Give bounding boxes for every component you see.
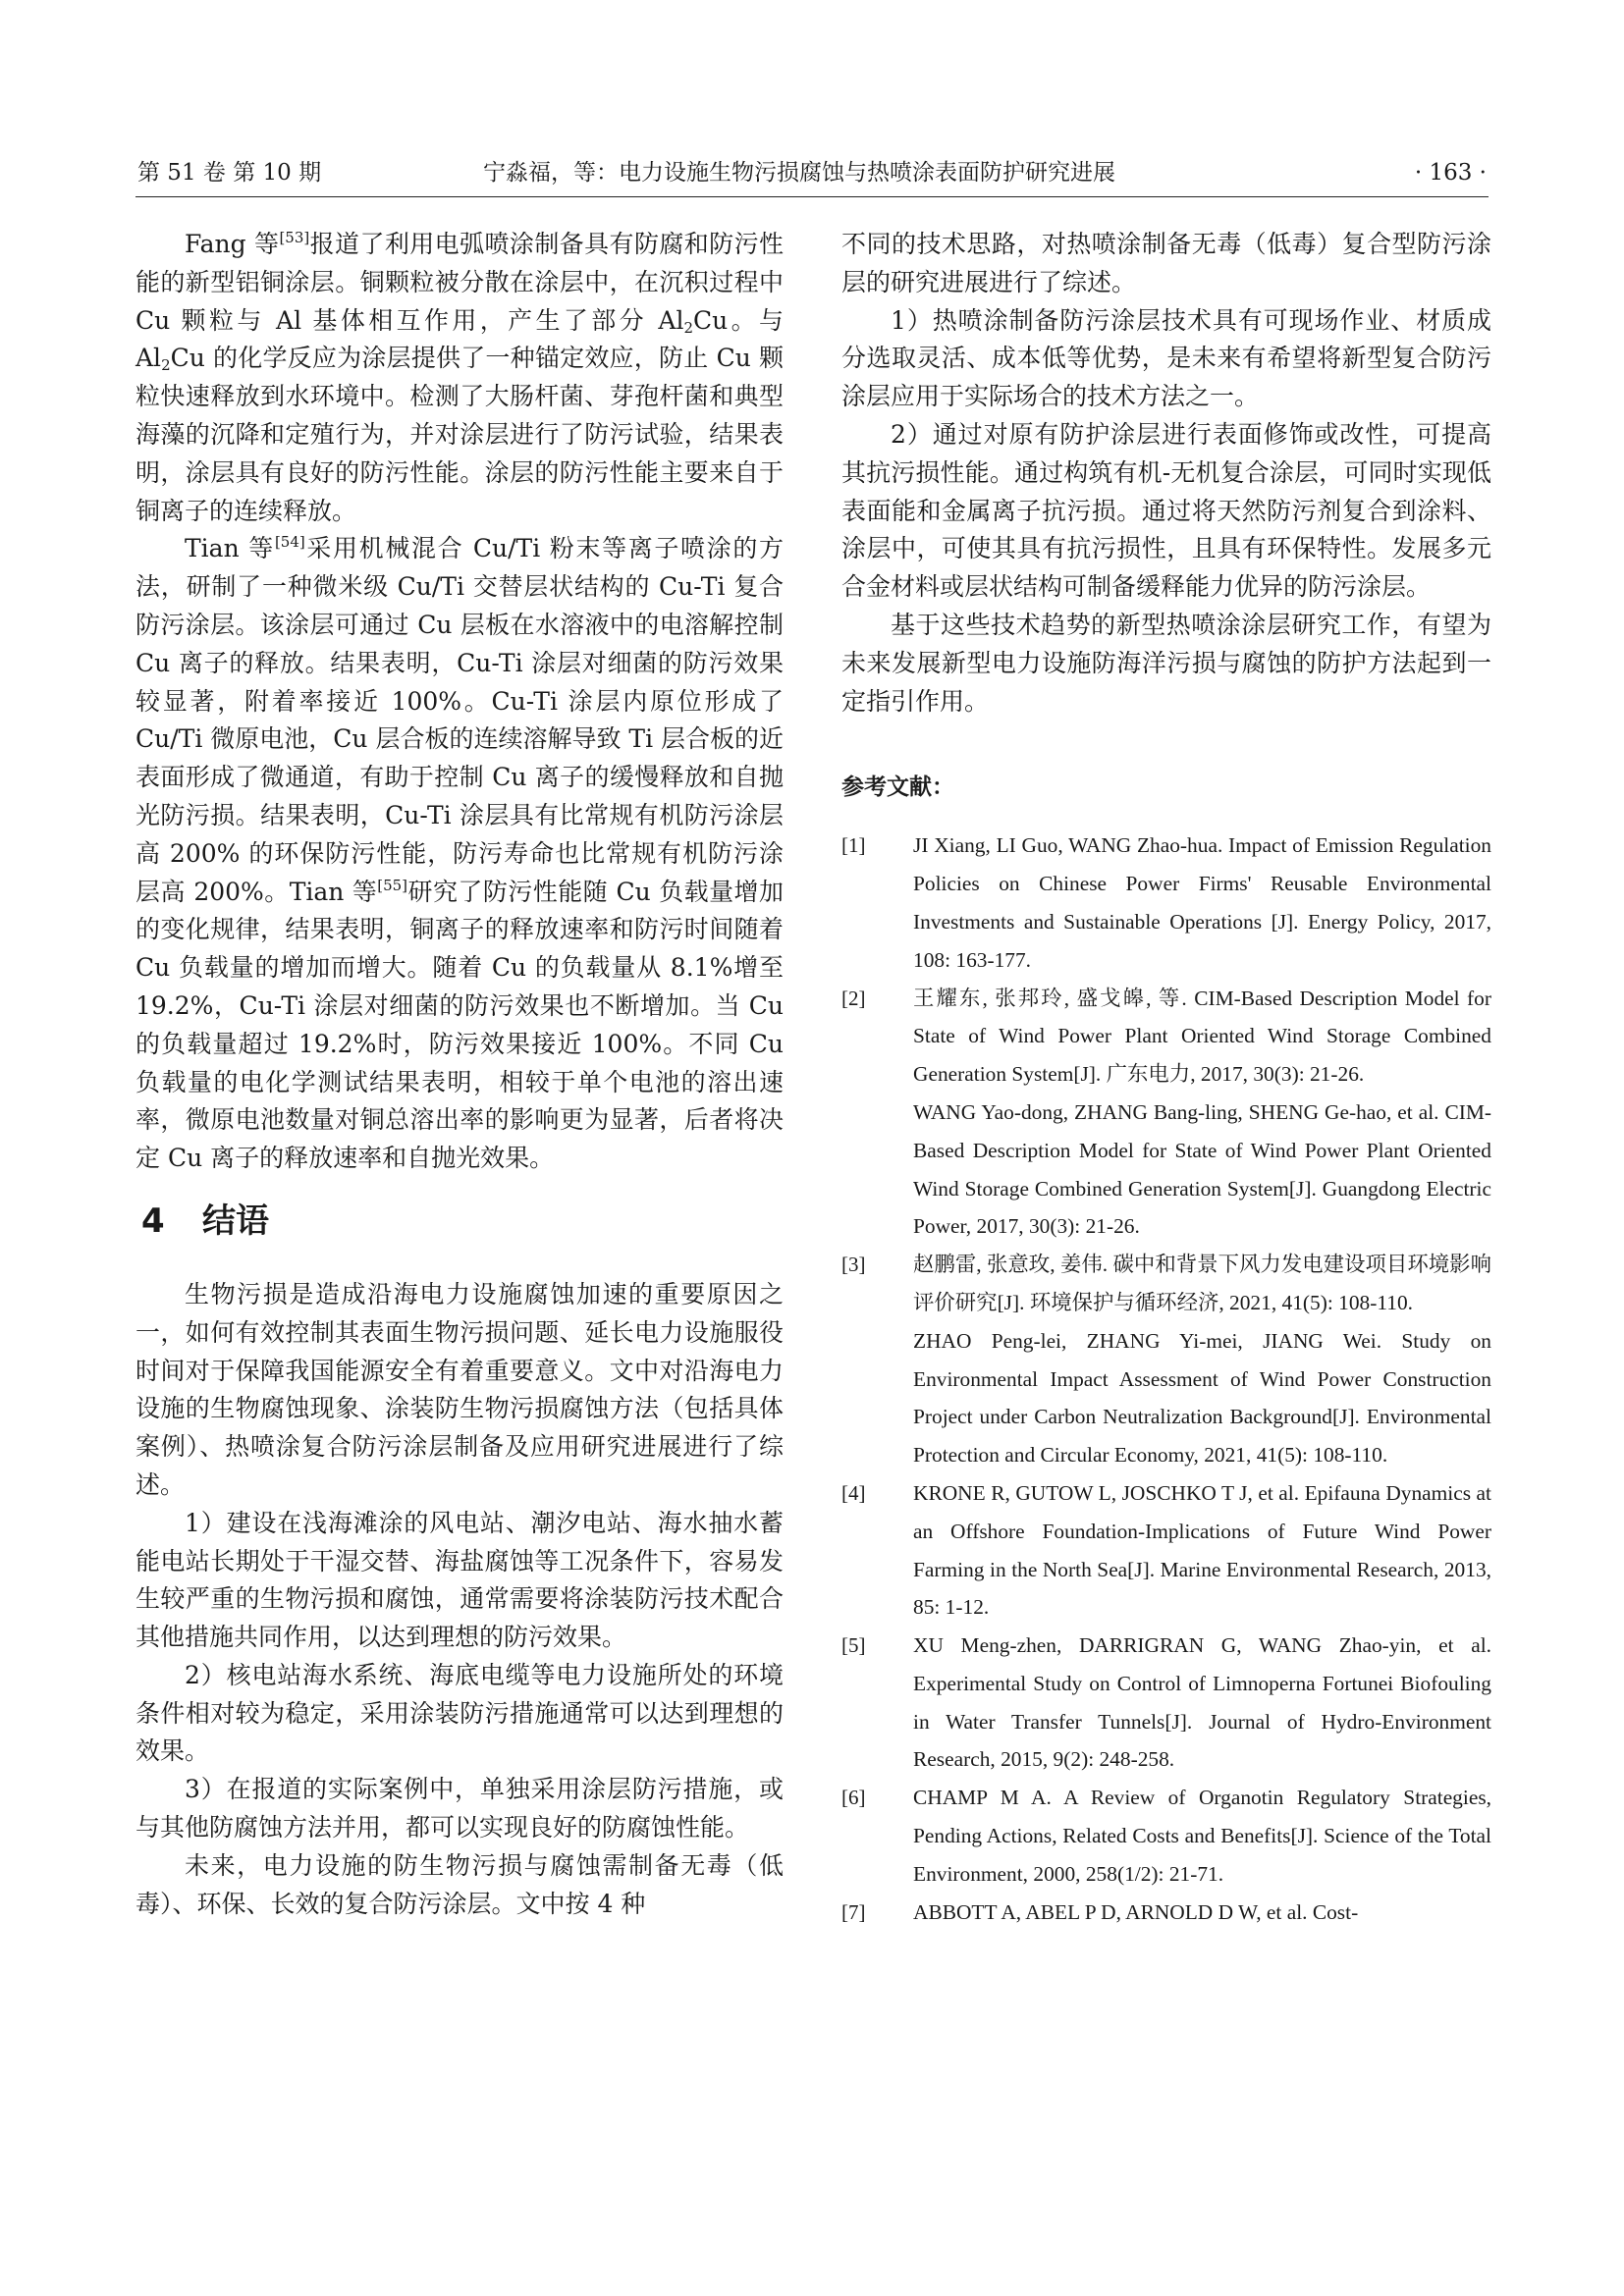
reference-number: [7] — [841, 1899, 866, 1924]
reference-translation: WANG Yao-dong, ZHANG Bang-ling, SHENG Ge-hao, et al. CIM-Based Description Model for State of Wind Power Plant Oriented Wind Storage Combined Generation System[J]. Guangdong Electric Power, 2017, 30(3): 21-26. — [913, 1099, 1491, 1239]
reference-item — [841, 1474, 1491, 1627]
citation-54[interactable]: [54] — [274, 533, 305, 552]
reference-item — [841, 980, 1491, 1247]
conclusion-paragraph-1: 生物污损是造成沿海电力设施腐蚀加速的重要原因之一，如何有效控制其表面生物污损问题、延长电力设施服役时间对于保障我国能源安全有着重要意义。文中对沿海电力设施的生物腐蚀现象、涂装防生物污损腐蚀方法（包括具体案例）、热喷涂复合防污涂层制备及应用研究进展进行了综述。 — [135, 1279, 784, 1499]
subscript: 2 — [683, 318, 693, 337]
references-heading: 参考文献： — [841, 774, 954, 801]
conclusion-item-2: 2）核电站海水系统、海底电缆等电力设施所处的环境条件相对较为稳定，采用涂装防污措施通常可以达到理想的效果。 — [135, 1660, 784, 1766]
text-run: 研究了防污性能随 Cu 负载量增加的变化规律，结果表明，铜离子的释放速率和防污时间随着 Cu 负载量的增加而增大。随着 Cu 的负载量从 8.1%增至 19.2%，Cu-Ti 涂层对细菌的防污效果也不断增加。当 Cu 的负载量超过 19.2%时，防污效果接近 100%。不同 Cu 负载量的电化学测试结果表明，相较于单个电池的溶出速率，微原电池数量对铜总溶出率的影响更为显著，后者将决定 Cu 离子的释放速率和自抛光效果。 — [135, 877, 784, 1173]
reference-text: 赵鹏雷, 张意玫, 姜伟. 碳中和背景下风力发电建设项目环境影响评价研究[J]. 环境保护与循环经济, 2021, 41(5): 108-110. — [913, 1253, 1491, 1314]
text-run: Cu。与 Al — [135, 305, 785, 373]
subscript: 2 — [161, 356, 171, 375]
journal-volume-issue: 第 51 卷 第 10 期 — [137, 160, 322, 186]
closing-paragraph: 基于这些技术趋势的新型热喷涂涂层研究工作，有望为未来发展新型电力设施防海洋污损与腐蚀的防护方法起到一定指引作用。 — [841, 610, 1491, 716]
text-run: Tian 等 — [185, 534, 275, 563]
summary-item-1: 1）热喷涂制备防污涂层技术具有可现场作业、材质成分选取灵活、成本低等优势，是未来有希望将新型复合防污涂层应用于实际场合的技术方法之一。 — [841, 305, 1491, 411]
reference-number: [5] — [841, 1633, 866, 1658]
paragraph-fang — [135, 226, 784, 530]
text-run: Fang 等 — [185, 230, 280, 258]
conclusion-future-paragraph: 未来，电力设施的防生物污损与腐蚀需制备无毒（低毒）、环保、长效的复合防污涂层。文中按 4 种 — [135, 1850, 784, 1918]
text-run: 采用机械混合 Cu/Ti 粉末等离子喷涂的方法，研制了一种微米级 Cu/Ti 交替层状结构的 Cu-Ti 复合防污涂层。该涂层可通过 Cu 层板在水溶液中的电溶解控制 Cu 离子的释放。结果表明，Cu-Ti 涂层对细菌的防污效果较显著，附着率接近 100%。Cu-Ti 涂层内原位形成了 Cu/Ti 微原电池，Cu 层合板的连续溶解导致 Ti 层合板的近表面形成了微通道，有助于控制 Cu 离子的缓慢释放和自抛光防污损。结果表明，Cu-Ti 涂层具有比常规有机防污涂层高 200% 的环保防污性能，防污寿命也比常规有机防污涂层高 200%。Tian 等 — [135, 534, 785, 906]
reference-item — [841, 1779, 1491, 1893]
conclusion-item-3: 3）在报道的实际案例中，单独采用涂层防污措施，或与其他防腐蚀方法并用，都可以实现良好的防腐蚀性能。 — [135, 1775, 784, 1842]
text-run: Cu 的化学反应为涂层提供了一种锚定效应，防止 Cu 颗粒快速释放到水环境中。检测了大肠杆菌、芽孢杆菌和典型海藻的沉降和定殖行为，并对涂层进行了防污试验，结果表明，涂层具有良好的防污性能。涂层的防污性能主要来自于铜离子的连续释放。 — [135, 344, 784, 525]
reference-text: ABBOTT A, ABEL P D, ARNOLD D W, et al. Cost- — [913, 1899, 1359, 1924]
reference-number: [3] — [841, 1253, 866, 1277]
citation-53[interactable]: [53] — [279, 229, 310, 246]
reference-number: [2] — [841, 986, 866, 1010]
reference-text: KRONE R, GUTOW L, JOSCHKO T J, et al. Epifauna Dynamics at an Offshore Foundation-Implications of Future Wind Power Farming in the North Sea[J]. Marine Environmental Research, 2013, 85: 1-12. — [913, 1480, 1491, 1620]
reference-text: JI Xiang, LI Guo, WANG Zhao-hua. Impact of Emission Regulation Policies on Chinese Power Firms' Reusable Environmental Investments and Sustainable Operations [J]. Energy Policy, 2017, 108: 163-177. — [913, 833, 1491, 972]
header-rule — [135, 196, 1489, 197]
reference-text: XU Meng-zhen, DARRIGRAN G, WANG Zhao-yin, et al. Experimental Study on Control of Limnoperna Fortunei Biofouling in Water Transfer Tunnels[J]. Journal of Hydro-Environment Research, 2015, 9(2): 248-258. — [913, 1633, 1491, 1772]
reference-item — [841, 1627, 1491, 1779]
page-number: · 163 · — [1414, 160, 1487, 186]
running-title: 宁淼福，等：电力设施生物污损腐蚀与热喷涂表面防护研究进展 — [483, 160, 1115, 186]
left-column — [135, 226, 784, 1923]
reference-text: CHAMP M A. A Review of Organotin Regulatory Strategies, Pending Actions, Related Costs and Benefits[J]. Science of the Total Environment, 2000, 258(1/2): 21-71. — [913, 1786, 1491, 1886]
paragraph-tian — [135, 530, 784, 1178]
summary-item-2: 2）通过对原有防护涂层进行表面修饰或改性，可提高其抗污损性能。通过构筑有机-无机复合涂层，可同时实现低表面能和金属离子抗污损。通过将天然防污剂复合到涂料、涂层中，可使其具有抗污损性，且具有环保特性。发展多元合金材料或层状结构可制备缓释能力优异的防污涂层。 — [841, 419, 1491, 602]
conclusion-item-1: 1）建设在浅海滩涂的风电站、潮汐电站、海水抽水蓄能电站长期处于干湿交替、海盐腐蚀等工况条件下，容易发生较严重的生物污损和腐蚀，通常需要将涂装防污技术配合其他措施共同作用，以达到理想的防污效果。 — [135, 1508, 784, 1652]
reference-list — [841, 827, 1491, 1931]
reference-number: [6] — [841, 1786, 866, 1810]
reference-translation: ZHAO Peng-lei, ZHANG Yi-mei, JIANG Wei. Study on Environmental Impact Assessment of Wind Power Construction Project under Carbon Neutralization Background[J]. Environmental Protection and Circular Economy, 2021, 41(5): 108-110. — [913, 1328, 1491, 1468]
citation-55[interactable]: [55] — [377, 876, 408, 894]
reference-item — [841, 827, 1491, 979]
reference-item — [841, 1246, 1491, 1474]
reference-item — [841, 1894, 1491, 1932]
text-run: 报道了利用电弧喷涂制备具有防腐和防污性能的新型铝铜涂层。铜颗粒被分散在涂层中，在沉积过程中 Cu 颗粒与 Al 基体相互作用，产生了部分 Al — [135, 230, 784, 335]
section-title: 结语 — [202, 1201, 269, 1241]
reference-number: [1] — [841, 833, 866, 858]
reference-number: [4] — [841, 1480, 866, 1505]
reference-text: 王耀东, 张邦玲, 盛戈皞, 等. CIM-Based Description Model for State of Wind Power Plant Oriented Wind Storage Combined Generation System[J]. 广东电力, 2017, 30(3): 21-26. — [913, 986, 1491, 1087]
continued-paragraph: 不同的技术思路，对热喷涂制备无毒（低毒）复合型防污涂层的研究进展进行了综述。 — [841, 230, 1491, 296]
section-heading — [135, 1198, 784, 1245]
section-number: 4 — [141, 1201, 165, 1241]
right-column — [841, 226, 1491, 1931]
